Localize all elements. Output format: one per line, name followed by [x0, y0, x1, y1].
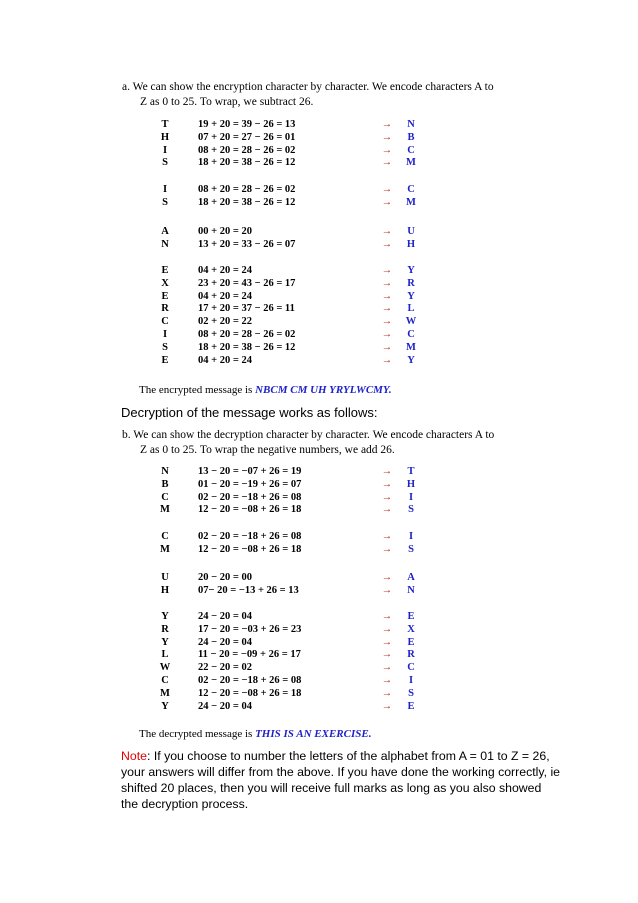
calculation: 01 − 20 = −19 + 26 = 07	[198, 478, 302, 490]
calculation: 02 + 20 = 22	[198, 316, 252, 328]
arrow-icon: →	[381, 543, 393, 555]
calculation: 17 + 20 = 37 − 26 = 11	[198, 303, 295, 315]
source-letter: R	[161, 623, 169, 635]
arrow-icon: →	[381, 277, 393, 289]
result-letter: L	[407, 303, 415, 315]
source-letter: C	[161, 491, 169, 503]
calculation: 08 + 20 = 28 − 26 = 02	[198, 328, 296, 340]
arrow-icon: →	[381, 316, 393, 328]
source-letter: S	[162, 196, 168, 208]
source-letter: H	[160, 131, 170, 143]
source-letter: R	[161, 303, 169, 315]
decryption-heading: Decryption of the message works as follows:	[121, 405, 378, 420]
result-letter: H	[406, 238, 416, 250]
source-letter: I	[162, 328, 168, 340]
source-letter: S	[162, 341, 168, 353]
result-letter: M	[406, 341, 416, 353]
arrow-icon: →	[381, 144, 393, 156]
arrow-icon: →	[381, 290, 393, 302]
result-letter: N	[407, 119, 415, 130]
decryption-intro	[122, 428, 502, 458]
source-letter: M	[160, 504, 170, 516]
source-letter: I	[162, 144, 168, 156]
calculation: 04 + 20 = 24	[198, 290, 252, 302]
calculation: 00 + 20 = 20	[198, 226, 252, 237]
result-letter: I	[408, 674, 414, 686]
arrow-icon: →	[381, 466, 393, 477]
result-letter: M	[406, 196, 416, 208]
calculation: 02 − 20 = −18 + 26 = 08	[198, 674, 302, 686]
encrypted-message-prefix: The encrypted message is	[139, 384, 256, 396]
arrow-icon: →	[381, 341, 393, 353]
source-letter: C	[161, 531, 169, 542]
arrow-icon: →	[381, 662, 393, 674]
source-letter: Y	[161, 611, 169, 622]
result-letter: I	[408, 491, 414, 503]
decrypted-message-value: THIS IS AN EXERCISE.	[255, 728, 372, 740]
decrypted-message	[139, 728, 371, 740]
arrow-icon: →	[381, 636, 393, 648]
calculation: 24 − 20 = 04	[198, 636, 252, 648]
calculation: 13 − 20 = −07 + 26 = 19	[198, 466, 302, 477]
arrow-icon: →	[381, 700, 393, 712]
result-letter: E	[407, 636, 415, 648]
note-text: : If you choose to number the letters of the alphabet from A = 01 to Z = 26, your answers will differ from the above. If you have done the working correctly, ie shifted 20 places, then you will receive full marks as long as you also showed the decryption process.	[121, 749, 561, 811]
source-letter: C	[161, 316, 169, 328]
arrow-icon: →	[381, 157, 393, 169]
note-label: Note	[121, 749, 147, 763]
decrypted-message-prefix: The decrypted message is	[139, 728, 256, 740]
source-letter: I	[162, 184, 168, 195]
result-letter: U	[407, 226, 415, 237]
calculation: 18 + 20 = 38 − 26 = 12	[198, 341, 296, 353]
arrow-icon: →	[381, 584, 393, 596]
encryption-intro-line1: a. We can show the encryption character by character. We encode characters A to	[122, 81, 494, 93]
source-letter: W	[159, 662, 171, 674]
result-letter: N	[407, 584, 415, 596]
result-letter: I	[408, 531, 414, 542]
result-letter: A	[407, 572, 415, 583]
result-letter: C	[407, 184, 415, 195]
result-letter: C	[407, 662, 415, 674]
result-letter: C	[407, 328, 415, 340]
calculation: 24 − 20 = 04	[198, 700, 252, 712]
calculation: 11 − 20 = −09 + 26 = 17	[198, 649, 301, 661]
source-letter: Y	[161, 636, 169, 648]
arrow-icon: →	[381, 572, 393, 583]
source-letter: N	[161, 238, 169, 250]
source-letter: T	[161, 119, 169, 130]
encryption-intro	[122, 80, 502, 110]
arrow-icon: →	[381, 238, 393, 250]
calculation: 17 − 20 = −03 + 26 = 23	[198, 623, 302, 635]
source-letter: A	[161, 226, 169, 237]
source-letter: H	[160, 584, 170, 596]
source-letter: E	[161, 290, 169, 302]
result-letter: R	[407, 649, 415, 661]
source-letter: X	[161, 277, 169, 289]
arrow-icon: →	[381, 226, 393, 237]
source-letter: E	[161, 354, 169, 366]
calculation: 18 + 20 = 38 − 26 = 12	[198, 157, 296, 169]
arrow-icon: →	[381, 119, 393, 130]
result-letter: T	[407, 466, 415, 477]
calculation: 12 − 20 = −08 + 26 = 18	[198, 687, 302, 699]
decryption-intro-line1: b. We can show the decryption character by character. We encode characters A to	[122, 429, 495, 441]
result-letter: W	[405, 316, 417, 328]
arrow-icon: →	[381, 491, 393, 503]
calculation: 22 − 20 = 02	[198, 662, 252, 674]
calculation: 12 − 20 = −08 + 26 = 18	[198, 504, 302, 516]
arrow-icon: →	[381, 131, 393, 143]
arrow-icon: →	[381, 354, 393, 366]
calculation: 07 + 20 = 27 − 26 = 01	[198, 131, 296, 143]
arrow-icon: →	[381, 504, 393, 516]
result-letter: Y	[407, 354, 415, 366]
result-letter: H	[406, 478, 416, 490]
calculation: 04 + 20 = 24	[198, 354, 252, 366]
calculation: 18 + 20 = 38 − 26 = 12	[198, 196, 296, 208]
arrow-icon: →	[381, 649, 393, 661]
arrow-icon: →	[381, 623, 393, 635]
encrypted-message-value: NBCM CM UH YRYLWCMY.	[255, 384, 392, 396]
encryption-intro-line2: Z as 0 to 25. To wrap, we subtract 26.	[140, 96, 314, 108]
source-letter: N	[161, 466, 169, 477]
calculation: 12 − 20 = −08 + 26 = 18	[198, 543, 302, 555]
source-letter: M	[160, 543, 170, 555]
arrow-icon: →	[381, 687, 393, 699]
result-letter: B	[407, 131, 415, 143]
calculation: 24 − 20 = 04	[198, 611, 252, 622]
decryption-intro-line2: Z as 0 to 25. To wrap the negative numbers, we add 26.	[140, 444, 395, 456]
calculation: 02 − 20 = −18 + 26 = 08	[198, 531, 302, 542]
calculation: 20 − 20 = 00	[198, 572, 252, 583]
result-letter: S	[408, 543, 414, 555]
arrow-icon: →	[381, 531, 393, 542]
source-letter: M	[160, 687, 170, 699]
arrow-icon: →	[381, 303, 393, 315]
arrow-icon: →	[381, 674, 393, 686]
source-letter: C	[161, 674, 169, 686]
calculation: 19 + 20 = 39 − 26 = 13	[198, 119, 296, 130]
calculation: 23 + 20 = 43 − 26 = 17	[198, 277, 296, 289]
result-letter: X	[407, 623, 415, 635]
source-letter: U	[161, 572, 169, 583]
result-letter: M	[406, 157, 416, 169]
calculation: 02 − 20 = −18 + 26 = 08	[198, 491, 302, 503]
arrow-icon: →	[381, 184, 393, 195]
source-letter: Y	[161, 700, 169, 712]
result-letter: E	[407, 700, 415, 712]
arrow-icon: →	[381, 328, 393, 340]
arrow-icon: →	[381, 196, 393, 208]
result-letter: Y	[407, 265, 415, 276]
encrypted-message	[139, 384, 392, 396]
source-letter: E	[161, 265, 169, 276]
result-letter: Y	[407, 290, 415, 302]
calculation: 08 + 20 = 28 − 26 = 02	[198, 144, 296, 156]
result-letter: S	[408, 504, 414, 516]
result-letter: R	[407, 277, 415, 289]
result-letter: E	[407, 611, 415, 622]
calculation: 08 + 20 = 28 − 26 = 02	[198, 184, 296, 195]
calculation: 04 + 20 = 24	[198, 265, 252, 276]
arrow-icon: →	[381, 611, 393, 622]
calculation: 07− 20 = −13 + 26 = 13	[198, 584, 299, 596]
source-letter: B	[161, 478, 169, 490]
source-letter: S	[162, 157, 168, 169]
arrow-icon: →	[381, 265, 393, 276]
note-paragraph	[121, 748, 561, 812]
source-letter: L	[161, 649, 169, 661]
arrow-icon: →	[381, 478, 393, 490]
calculation: 13 + 20 = 33 − 26 = 07	[198, 238, 296, 250]
result-letter: S	[408, 687, 414, 699]
result-letter: C	[407, 144, 415, 156]
